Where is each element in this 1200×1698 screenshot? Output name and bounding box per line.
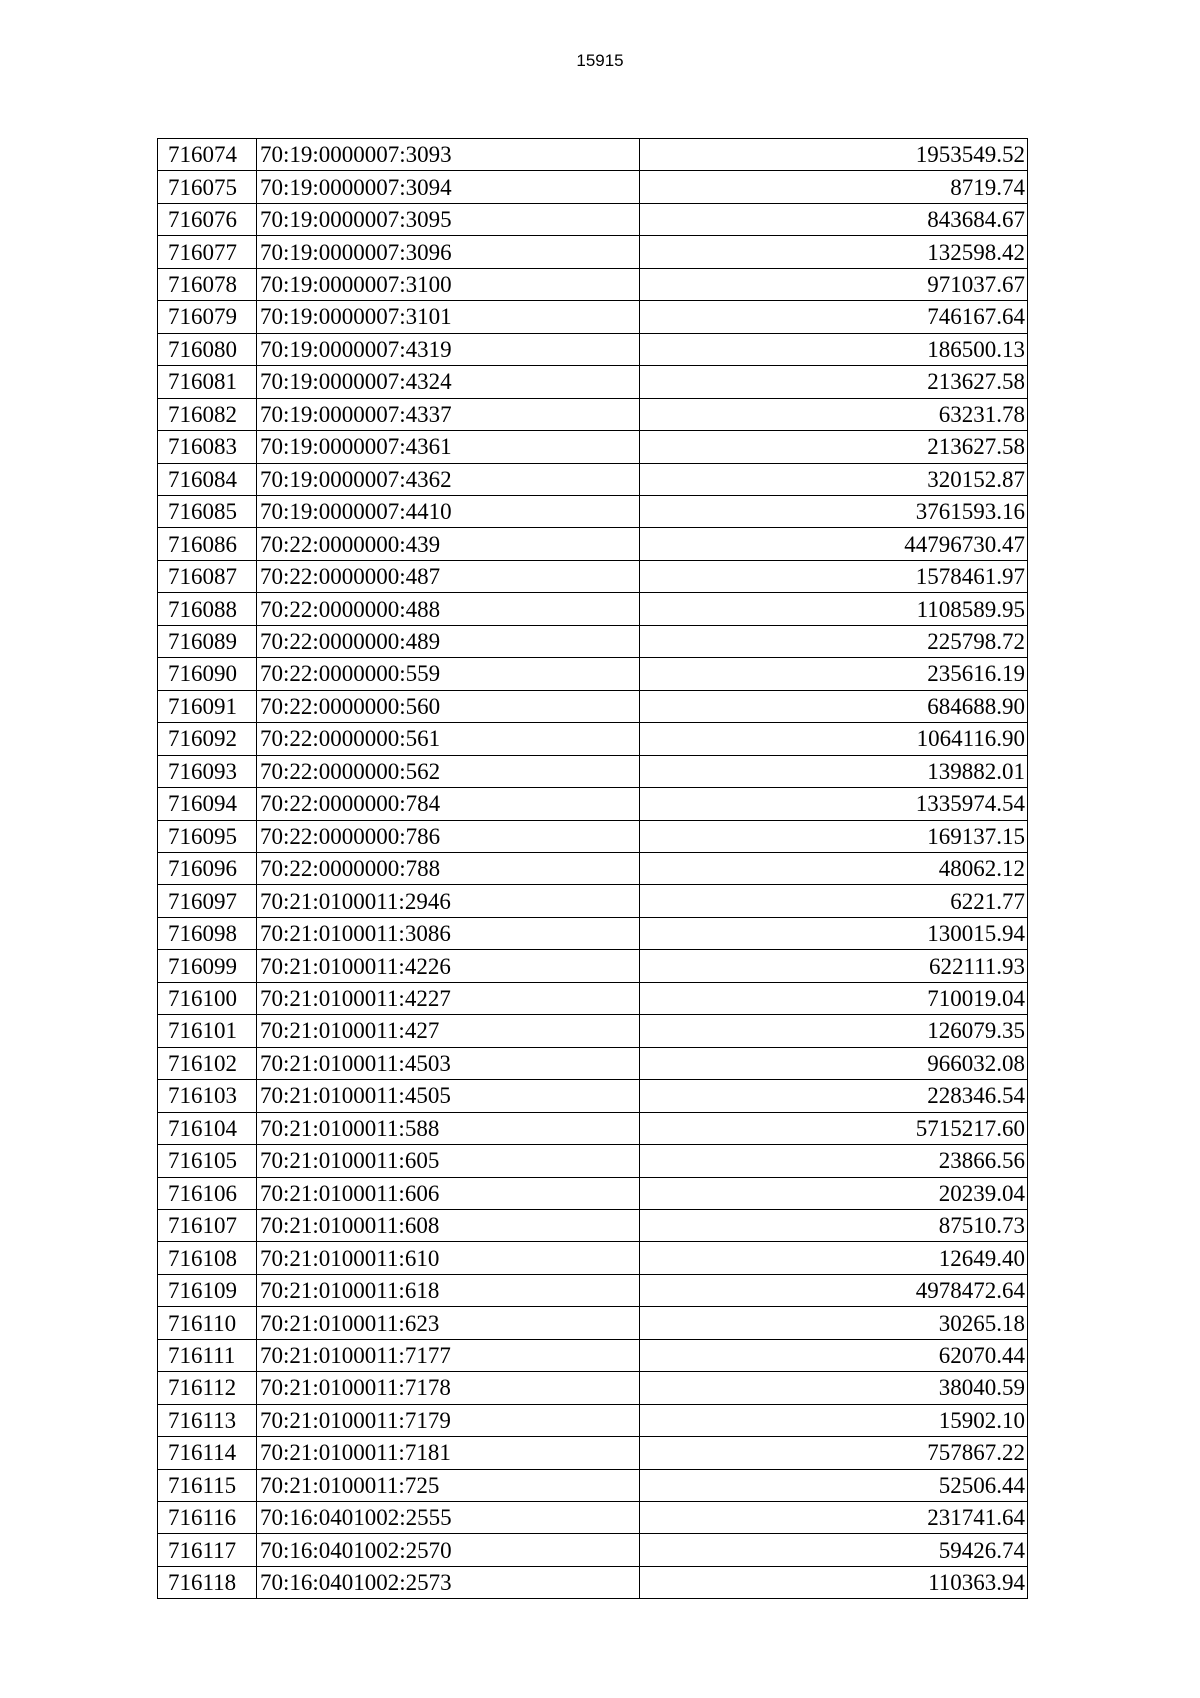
row-number-cell: 716113 bbox=[158, 1404, 257, 1436]
cadastral-number-cell: 70:19:0000007:4361 bbox=[257, 431, 640, 463]
table-row bbox=[158, 593, 1028, 625]
value-cell: 622111.93 bbox=[640, 950, 1028, 982]
cadastral-number-cell: 70:22:0000000:786 bbox=[257, 820, 640, 852]
cadastral-number-cell: 70:19:0000007:3095 bbox=[257, 203, 640, 235]
row-number-cell: 716092 bbox=[158, 723, 257, 755]
value-cell: 139882.01 bbox=[640, 755, 1028, 787]
cadastral-number-cell: 70:21:0100011:605 bbox=[257, 1145, 640, 1177]
row-number-cell: 716093 bbox=[158, 755, 257, 787]
cadastral-value-table bbox=[157, 138, 1028, 1599]
cadastral-number-cell: 70:19:0000007:3094 bbox=[257, 171, 640, 203]
cadastral-number-cell: 70:21:0100011:618 bbox=[257, 1274, 640, 1306]
table-row bbox=[158, 463, 1028, 495]
table-row bbox=[158, 1534, 1028, 1566]
row-number-cell: 716103 bbox=[158, 1080, 257, 1112]
row-number-cell: 716118 bbox=[158, 1566, 257, 1598]
row-number-cell: 716100 bbox=[158, 982, 257, 1014]
row-number-cell: 716099 bbox=[158, 950, 257, 982]
value-cell: 87510.73 bbox=[640, 1209, 1028, 1241]
table-row bbox=[158, 885, 1028, 917]
row-number-cell: 716080 bbox=[158, 333, 257, 365]
table-row bbox=[158, 852, 1028, 884]
row-number-cell: 716076 bbox=[158, 203, 257, 235]
value-cell: 12649.40 bbox=[640, 1242, 1028, 1274]
table-row bbox=[158, 1209, 1028, 1241]
cadastral-number-cell: 70:19:0000007:4337 bbox=[257, 398, 640, 430]
table-row bbox=[158, 723, 1028, 755]
value-cell: 30265.18 bbox=[640, 1307, 1028, 1339]
cadastral-number-cell: 70:21:0100011:4226 bbox=[257, 950, 640, 982]
value-cell: 132598.42 bbox=[640, 236, 1028, 268]
table-row bbox=[158, 1047, 1028, 1079]
cadastral-number-cell: 70:19:0000007:3093 bbox=[257, 139, 640, 171]
table-row bbox=[158, 1469, 1028, 1501]
cadastral-number-cell: 70:21:0100011:588 bbox=[257, 1112, 640, 1144]
cadastral-number-cell: 70:22:0000000:561 bbox=[257, 723, 640, 755]
page-number: 15915 bbox=[576, 51, 624, 70]
table-row bbox=[158, 917, 1028, 949]
cadastral-number-cell: 70:22:0000000:489 bbox=[257, 625, 640, 657]
value-cell: 235616.19 bbox=[640, 658, 1028, 690]
cadastral-number-cell: 70:21:0100011:4505 bbox=[257, 1080, 640, 1112]
table-row bbox=[158, 658, 1028, 690]
value-cell: 8719.74 bbox=[640, 171, 1028, 203]
value-cell: 44796730.47 bbox=[640, 528, 1028, 560]
cadastral-number-cell: 70:19:0000007:3100 bbox=[257, 268, 640, 300]
row-number-cell: 716116 bbox=[158, 1502, 257, 1534]
value-cell: 1064116.90 bbox=[640, 723, 1028, 755]
table-row bbox=[158, 398, 1028, 430]
row-number-cell: 716078 bbox=[158, 268, 257, 300]
value-cell: 6221.77 bbox=[640, 885, 1028, 917]
cadastral-number-cell: 70:19:0000007:4362 bbox=[257, 463, 640, 495]
cadastral-number-cell: 70:22:0000000:487 bbox=[257, 560, 640, 592]
value-cell: 971037.67 bbox=[640, 268, 1028, 300]
table-row bbox=[158, 788, 1028, 820]
row-number-cell: 716090 bbox=[158, 658, 257, 690]
value-cell: 3761593.16 bbox=[640, 495, 1028, 527]
value-cell: 231741.64 bbox=[640, 1502, 1028, 1534]
value-cell: 4978472.64 bbox=[640, 1274, 1028, 1306]
value-cell: 1953549.52 bbox=[640, 139, 1028, 171]
table-row bbox=[158, 950, 1028, 982]
row-number-cell: 716088 bbox=[158, 593, 257, 625]
row-number-cell: 716109 bbox=[158, 1274, 257, 1306]
row-number-cell: 716098 bbox=[158, 917, 257, 949]
cadastral-number-cell: 70:21:0100011:7181 bbox=[257, 1437, 640, 1469]
cadastral-number-cell: 70:19:0000007:4410 bbox=[257, 495, 640, 527]
row-number-cell: 716107 bbox=[158, 1209, 257, 1241]
value-cell: 213627.58 bbox=[640, 366, 1028, 398]
table-row bbox=[158, 1502, 1028, 1534]
row-number-cell: 716104 bbox=[158, 1112, 257, 1144]
row-number-cell: 716097 bbox=[158, 885, 257, 917]
table-row bbox=[158, 1015, 1028, 1047]
row-number-cell: 716111 bbox=[158, 1339, 257, 1371]
value-cell: 38040.59 bbox=[640, 1372, 1028, 1404]
value-cell: 1108589.95 bbox=[640, 593, 1028, 625]
cadastral-number-cell: 70:21:0100011:7178 bbox=[257, 1372, 640, 1404]
value-cell: 757867.22 bbox=[640, 1437, 1028, 1469]
value-cell: 62070.44 bbox=[640, 1339, 1028, 1371]
row-number-cell: 716085 bbox=[158, 495, 257, 527]
cadastral-number-cell: 70:21:0100011:623 bbox=[257, 1307, 640, 1339]
row-number-cell: 716079 bbox=[158, 301, 257, 333]
row-number-cell: 716086 bbox=[158, 528, 257, 560]
table-row bbox=[158, 1566, 1028, 1598]
table-row bbox=[158, 366, 1028, 398]
value-cell: 1578461.97 bbox=[640, 560, 1028, 592]
value-cell: 228346.54 bbox=[640, 1080, 1028, 1112]
value-cell: 746167.64 bbox=[640, 301, 1028, 333]
value-cell: 320152.87 bbox=[640, 463, 1028, 495]
table-row bbox=[158, 1274, 1028, 1306]
table-row bbox=[158, 755, 1028, 787]
table-row bbox=[158, 268, 1028, 300]
table-row bbox=[158, 495, 1028, 527]
cadastral-number-cell: 70:22:0000000:562 bbox=[257, 755, 640, 787]
row-number-cell: 716084 bbox=[158, 463, 257, 495]
cadastral-number-cell: 70:16:0401002:2570 bbox=[257, 1534, 640, 1566]
value-cell: 130015.94 bbox=[640, 917, 1028, 949]
cadastral-number-cell: 70:22:0000000:488 bbox=[257, 593, 640, 625]
table-row bbox=[158, 1177, 1028, 1209]
table-row bbox=[158, 1080, 1028, 1112]
value-cell: 843684.67 bbox=[640, 203, 1028, 235]
value-cell: 23866.56 bbox=[640, 1145, 1028, 1177]
row-number-cell: 716074 bbox=[158, 139, 257, 171]
value-cell: 1335974.54 bbox=[640, 788, 1028, 820]
table-row bbox=[158, 203, 1028, 235]
row-number-cell: 716095 bbox=[158, 820, 257, 852]
value-cell: 710019.04 bbox=[640, 982, 1028, 1014]
table-row bbox=[158, 560, 1028, 592]
table-body bbox=[158, 139, 1028, 1599]
row-number-cell: 716094 bbox=[158, 788, 257, 820]
table-row bbox=[158, 1339, 1028, 1371]
table-row bbox=[158, 1242, 1028, 1274]
row-number-cell: 716089 bbox=[158, 625, 257, 657]
cadastral-number-cell: 70:21:0100011:4227 bbox=[257, 982, 640, 1014]
value-cell: 110363.94 bbox=[640, 1566, 1028, 1598]
value-cell: 684688.90 bbox=[640, 690, 1028, 722]
cadastral-number-cell: 70:21:0100011:608 bbox=[257, 1209, 640, 1241]
cadastral-number-cell: 70:21:0100011:427 bbox=[257, 1015, 640, 1047]
table-row bbox=[158, 625, 1028, 657]
table-row bbox=[158, 139, 1028, 171]
cadastral-number-cell: 70:16:0401002:2555 bbox=[257, 1502, 640, 1534]
table-row bbox=[158, 1145, 1028, 1177]
row-number-cell: 716105 bbox=[158, 1145, 257, 1177]
value-cell: 20239.04 bbox=[640, 1177, 1028, 1209]
table-row bbox=[158, 236, 1028, 268]
value-cell: 52506.44 bbox=[640, 1469, 1028, 1501]
row-number-cell: 716082 bbox=[158, 398, 257, 430]
row-number-cell: 716102 bbox=[158, 1047, 257, 1079]
table-row bbox=[158, 982, 1028, 1014]
cadastral-number-cell: 70:21:0100011:725 bbox=[257, 1469, 640, 1501]
row-number-cell: 716114 bbox=[158, 1437, 257, 1469]
table-row bbox=[158, 171, 1028, 203]
table-row bbox=[158, 301, 1028, 333]
cadastral-number-cell: 70:22:0000000:559 bbox=[257, 658, 640, 690]
value-cell: 186500.13 bbox=[640, 333, 1028, 365]
row-number-cell: 716117 bbox=[158, 1534, 257, 1566]
value-cell: 169137.15 bbox=[640, 820, 1028, 852]
row-number-cell: 716096 bbox=[158, 852, 257, 884]
cadastral-number-cell: 70:22:0000000:784 bbox=[257, 788, 640, 820]
row-number-cell: 716091 bbox=[158, 690, 257, 722]
value-cell: 59426.74 bbox=[640, 1534, 1028, 1566]
cadastral-number-cell: 70:22:0000000:439 bbox=[257, 528, 640, 560]
value-cell: 48062.12 bbox=[640, 852, 1028, 884]
row-number-cell: 716081 bbox=[158, 366, 257, 398]
cadastral-number-cell: 70:21:0100011:4503 bbox=[257, 1047, 640, 1079]
cadastral-number-cell: 70:19:0000007:4319 bbox=[257, 333, 640, 365]
row-number-cell: 716101 bbox=[158, 1015, 257, 1047]
row-number-cell: 716077 bbox=[158, 236, 257, 268]
table-row bbox=[158, 1404, 1028, 1436]
table-row bbox=[158, 528, 1028, 560]
value-cell: 5715217.60 bbox=[640, 1112, 1028, 1144]
cadastral-number-cell: 70:19:0000007:4324 bbox=[257, 366, 640, 398]
row-number-cell: 716087 bbox=[158, 560, 257, 592]
row-number-cell: 716115 bbox=[158, 1469, 257, 1501]
value-cell: 126079.35 bbox=[640, 1015, 1028, 1047]
value-cell: 225798.72 bbox=[640, 625, 1028, 657]
table-row bbox=[158, 690, 1028, 722]
table-row bbox=[158, 333, 1028, 365]
value-cell: 966032.08 bbox=[640, 1047, 1028, 1079]
row-number-cell: 716083 bbox=[158, 431, 257, 463]
cadastral-number-cell: 70:19:0000007:3096 bbox=[257, 236, 640, 268]
row-number-cell: 716110 bbox=[158, 1307, 257, 1339]
cadastral-number-cell: 70:21:0100011:3086 bbox=[257, 917, 640, 949]
cadastral-number-cell: 70:21:0100011:7177 bbox=[257, 1339, 640, 1371]
cadastral-number-cell: 70:22:0000000:788 bbox=[257, 852, 640, 884]
cadastral-number-cell: 70:19:0000007:3101 bbox=[257, 301, 640, 333]
value-cell: 15902.10 bbox=[640, 1404, 1028, 1436]
cadastral-number-cell: 70:16:0401002:2573 bbox=[257, 1566, 640, 1598]
cadastral-number-cell: 70:21:0100011:2946 bbox=[257, 885, 640, 917]
cadastral-number-cell: 70:21:0100011:7179 bbox=[257, 1404, 640, 1436]
table-row bbox=[158, 1372, 1028, 1404]
table-row bbox=[158, 431, 1028, 463]
table-row bbox=[158, 1307, 1028, 1339]
row-number-cell: 716112 bbox=[158, 1372, 257, 1404]
table-row bbox=[158, 1112, 1028, 1144]
table-row bbox=[158, 1437, 1028, 1469]
cadastral-number-cell: 70:21:0100011:610 bbox=[257, 1242, 640, 1274]
table-row bbox=[158, 820, 1028, 852]
value-cell: 63231.78 bbox=[640, 398, 1028, 430]
value-cell: 213627.58 bbox=[640, 431, 1028, 463]
row-number-cell: 716075 bbox=[158, 171, 257, 203]
row-number-cell: 716106 bbox=[158, 1177, 257, 1209]
row-number-cell: 716108 bbox=[158, 1242, 257, 1274]
cadastral-number-cell: 70:22:0000000:560 bbox=[257, 690, 640, 722]
cadastral-number-cell: 70:21:0100011:606 bbox=[257, 1177, 640, 1209]
